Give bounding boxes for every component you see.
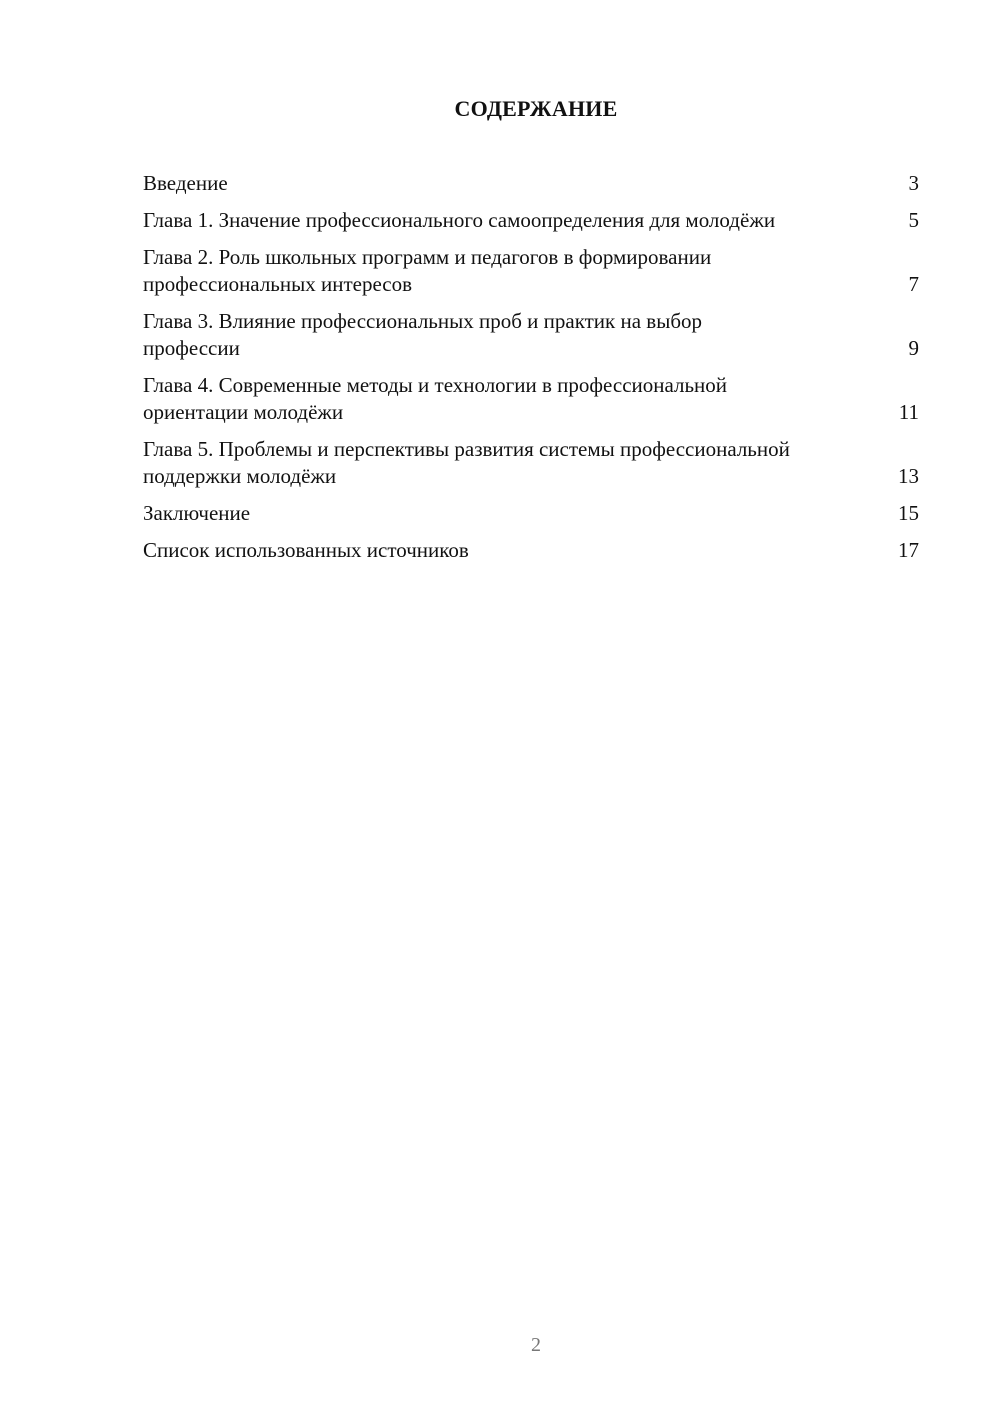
toc-entry-page: 5 (908, 208, 919, 232)
page-number: 2 (531, 1334, 541, 1356)
toc-entry-chapter-2 (143, 244, 919, 298)
toc-entry-chapter-4 (143, 372, 919, 426)
toc-entry-conclusion (143, 500, 919, 527)
toc-entry-page: 7 (908, 272, 919, 296)
toc-entry-title: Список использованных источников (143, 538, 469, 562)
toc-entry-page: 17 (898, 538, 919, 562)
toc-entry-title: Глава 4. Современные методы и технологии в профессиональной ориентации молодёжи (143, 373, 728, 424)
toc-entry-title: Введение (143, 171, 228, 195)
page-title: СОДЕРЖАНИЕ (454, 96, 618, 121)
toc-entry-chapter-1 (143, 207, 919, 234)
toc-entry-page: 3 (908, 171, 919, 195)
toc-entry-title: Глава 3. Влияние профессиональных проб и практик на выбор профессии (143, 309, 703, 360)
table-of-contents (143, 170, 919, 574)
toc-entry-page: 9 (908, 336, 919, 360)
toc-entry-title: Глава 2. Роль школьных программ и педагогов в формировании профессиональных интересов (143, 245, 712, 296)
toc-entry-chapter-5 (143, 436, 919, 490)
toc-entry-chapter-3 (143, 308, 919, 362)
toc-entry-title: Заключение (143, 501, 251, 525)
toc-entry-intro (143, 170, 919, 197)
toc-entry-page: 13 (898, 464, 919, 488)
toc-entry-references (143, 537, 919, 564)
toc-entry-page: 11 (898, 400, 919, 424)
toc-entry-page: 15 (898, 501, 919, 525)
toc-entry-title: Глава 1. Значение профессионального самоопределения для молодёжи (143, 208, 776, 232)
toc-entry-title: Глава 5. Проблемы и перспективы развития системы профессиональной поддержки молодёжи (143, 437, 790, 488)
